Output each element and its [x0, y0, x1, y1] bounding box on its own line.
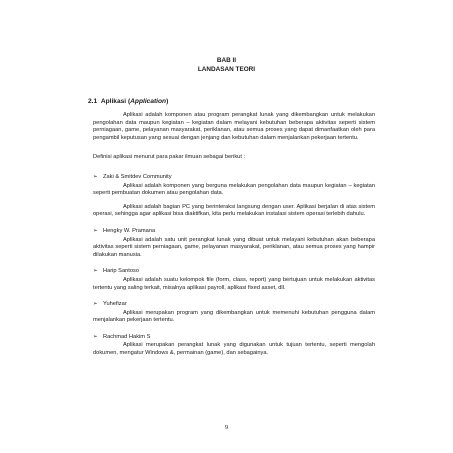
expert-paragraph: Aplikasi merupakan perangkat lunak yang digunakan untuk tujuan tertentu, seperti mengolah dokumen, mengatur Windows &, permainan (game), dan sebagainya. — [93, 342, 375, 357]
section-number: 2.1 — [88, 98, 98, 105]
expert-name: Hengky W. Pramana — [103, 227, 156, 234]
arrow-bullet-icon: ➢ — [93, 333, 98, 340]
expert-name: Zaki & Smitdev Community — [103, 173, 172, 180]
expert-name: Yuhefizar — [103, 301, 127, 308]
expert-paragraph: Aplikasi adalah bagian PC yang berinteraksi langsung dengan user. Aplikasi berjalan di atas sistem operasi, sehingga agar aplikasi bisa diaktifkan, kita perlu melakukan instalasi sistem operasi terlebih dahulu. — [93, 203, 375, 218]
expert-paragraph: Aplikasi adalah satu unit perangkat lunak yang dibuat untuk melayani kebutuhan akan beberapa aktivitas seperti sistem perniagaan, game, pelayanan masyarakat, periklanan, atau semua proses yang hampir dilakukan manusia. — [93, 236, 375, 258]
expert-item — [93, 268, 375, 292]
chapter-number: BAB II — [216, 57, 237, 64]
section-title: Aplikasi ( — [100, 98, 131, 105]
section-title-close: ) — [166, 98, 169, 105]
expert-paragraph: Aplikasi adalah komponen yang berguna melakukan pengolahan data maupun kegiatan – kegiatan seperti pembuatan dokumen atau pengolahan data. — [93, 182, 375, 197]
expert-paragraph: Aplikasi merupakan program yang dikembangkan untuk memenuhi kebutuhan pengguna dalam menjalankan pekerjaan tertentu. — [93, 309, 375, 324]
expert-item — [93, 334, 375, 358]
arrow-bullet-icon: ➢ — [93, 227, 98, 234]
chapter-title: LANDASAN TEORI — [197, 66, 256, 73]
section-heading — [88, 98, 168, 105]
expert-item — [93, 174, 375, 219]
expert-item — [93, 301, 375, 325]
arrow-bullet-icon: ➢ — [93, 173, 98, 180]
expert-name: Harip Santoso — [103, 268, 140, 275]
intro-paragraph: Aplikasi adalah komponen atau program perangkat lunak yang dikembangkan untuk melakukan pengolahan data maupun kegiatan – kegiatan dalam melayani kebutuhan beberapa aktivitas seperti sistem perniagaan, game, pelayanan masyarakat, periklanan, atau semua proses yang dapat dimanfaatkan oleh para pengambil keputusan yang sesuai dengan jenjang dan kebutuhan dalam menjalankan pekerjaan tertentu. — [93, 112, 375, 141]
arrow-bullet-icon: ➢ — [93, 268, 98, 275]
expert-name: Rachmad Hakim S — [103, 333, 151, 340]
section-title-italic: Application — [130, 98, 167, 105]
page-number: 9 — [224, 424, 229, 431]
definitions-intro: Definisi aplikasi menurut para pakar ilmuan sebagai berikut : — [93, 154, 246, 161]
arrow-bullet-icon: ➢ — [93, 301, 98, 308]
expert-paragraph: Aplikasi adalah suatu kelompok file (form, class, report) yang bertujuan untuk melakukan aktivitas tertentu yang saling terkait, misalnya aplikasi payroll, aplikasi fixed asset, dll. — [93, 276, 375, 291]
chapter-header — [0, 56, 453, 74]
expert-item — [93, 228, 375, 259]
body-text — [93, 112, 375, 367]
